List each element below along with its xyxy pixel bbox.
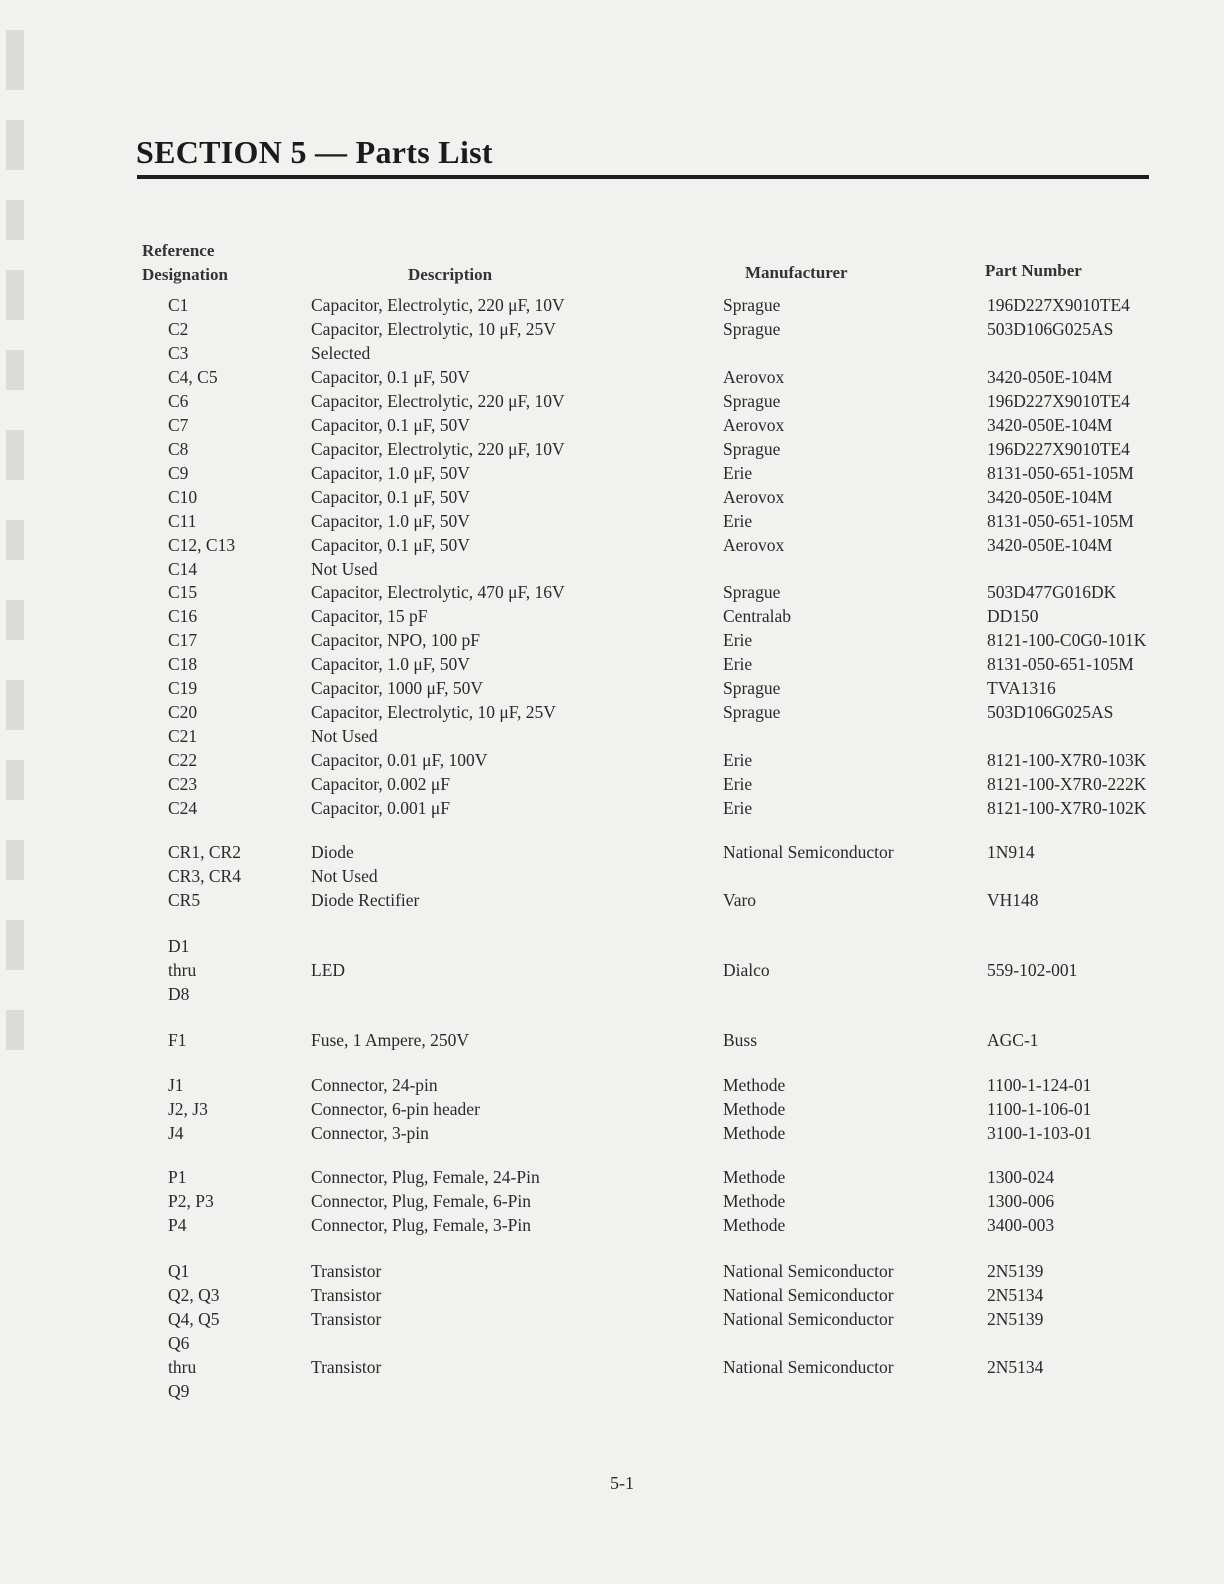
reference-designation: Q2, Q3 <box>168 1285 220 1305</box>
reference-designation: C4, C5 <box>168 367 218 387</box>
reference-designation: C16 <box>168 606 198 626</box>
manufacturer: Sprague <box>723 319 781 339</box>
manufacturer: Aerovox <box>723 367 785 387</box>
part-description: Capacitor, 1.0 μF, 50V <box>311 511 470 531</box>
table-row <box>0 1331 1200 1355</box>
part-number: AGC-1 <box>987 1030 1039 1050</box>
table-row <box>0 772 1200 796</box>
part-description: Connector, Plug, Female, 6-Pin <box>311 1191 531 1211</box>
reference-designation: Q6 <box>168 1333 190 1353</box>
reference-designation: C14 <box>168 559 198 579</box>
table-row <box>0 1165 1200 1189</box>
part-description: Capacitor, Electrolytic, 220 μF, 10V <box>311 439 565 459</box>
part-number: 1100-1-124-01 <box>987 1075 1092 1095</box>
table-row <box>0 840 1200 864</box>
part-number: 3420-050E-104M <box>987 487 1113 507</box>
reference-designation: P1 <box>168 1167 187 1187</box>
table-row <box>0 796 1200 820</box>
part-number: 559-102-001 <box>987 960 1078 980</box>
part-number: 8131-050-651-105M <box>987 654 1134 674</box>
part-number: DD150 <box>987 606 1039 626</box>
part-number: 196D227X9010TE4 <box>987 391 1130 411</box>
reference-designation: C20 <box>168 702 198 722</box>
part-number: 2N5139 <box>987 1309 1044 1329</box>
part-number: 1300-024 <box>987 1167 1055 1187</box>
table-row <box>0 557 1200 581</box>
table-row <box>0 1283 1200 1307</box>
part-number: 8131-050-651-105M <box>987 511 1134 531</box>
part-description: Capacitor, 0.1 μF, 50V <box>311 487 470 507</box>
part-number: 1N914 <box>987 842 1035 862</box>
part-number: 8121-100-X7R0-222K <box>987 774 1147 794</box>
part-number: 3100-1-103-01 <box>987 1123 1092 1143</box>
part-number: 8121-100-C0G0-101K <box>987 630 1147 650</box>
part-description: Transistor <box>311 1309 382 1329</box>
part-number: 2N5134 <box>987 1285 1044 1305</box>
part-description: Capacitor, 1000 μF, 50V <box>311 678 484 698</box>
reference-designation: C19 <box>168 678 198 698</box>
manufacturer: Methode <box>723 1191 786 1211</box>
manufacturer: Erie <box>723 463 753 483</box>
reference-designation: C8 <box>168 439 189 459</box>
manufacturer: National Semiconductor <box>723 1357 894 1377</box>
header-part-number: Part Number <box>985 261 1082 280</box>
table-row <box>0 724 1200 748</box>
reference-designation: C9 <box>168 463 189 483</box>
part-description: Transistor <box>311 1261 382 1281</box>
manufacturer: Aerovox <box>723 415 785 435</box>
part-number: 3420-050E-104M <box>987 535 1113 555</box>
header-reference-line1: Reference <box>142 241 215 260</box>
part-number: 1300-006 <box>987 1191 1055 1211</box>
reference-designation: CR5 <box>168 890 201 910</box>
manufacturer: Erie <box>723 798 753 818</box>
reference-designation: C6 <box>168 391 189 411</box>
part-description: Transistor <box>311 1285 382 1305</box>
reference-designation: CR1, CR2 <box>168 842 241 862</box>
manufacturer: Methode <box>723 1075 786 1095</box>
reference-designation: C2 <box>168 319 189 339</box>
reference-designation: C18 <box>168 654 198 674</box>
reference-designation: Q4, Q5 <box>168 1309 220 1329</box>
table-row <box>0 533 1200 557</box>
part-description: Connector, 3-pin <box>311 1123 429 1143</box>
reference-designation: C24 <box>168 798 198 818</box>
table-row <box>0 748 1200 772</box>
part-number: 503D477G016DK <box>987 582 1117 602</box>
table-row <box>0 509 1200 533</box>
part-description: Transistor <box>311 1357 382 1377</box>
part-number: 8121-100-X7R0-102K <box>987 798 1147 818</box>
part-description: Capacitor, Electrolytic, 220 μF, 10V <box>311 295 565 315</box>
reference-designation: J2, J3 <box>168 1099 208 1119</box>
part-description: Diode <box>311 842 354 862</box>
part-description: Capacitor, NPO, 100 pF <box>311 630 480 650</box>
table-row <box>0 652 1200 676</box>
table-row <box>0 888 1200 912</box>
table-row <box>0 1307 1200 1331</box>
table-row <box>0 389 1200 413</box>
reference-designation: C22 <box>168 750 198 770</box>
part-number: 3420-050E-104M <box>987 367 1113 387</box>
manufacturer: Varo <box>723 890 757 910</box>
part-description: Capacitor, 0.001 μF <box>311 798 450 818</box>
header-manufacturer: Manufacturer <box>745 263 848 282</box>
part-description: Not Used <box>311 559 378 579</box>
manufacturer: Dialco <box>723 960 770 980</box>
part-description: Selected <box>311 343 371 363</box>
part-number: 196D227X9010TE4 <box>987 295 1130 315</box>
header-reference-line2: Designation <box>142 265 228 284</box>
reference-designation: C23 <box>168 774 198 794</box>
part-description: Capacitor, 0.1 μF, 50V <box>311 535 470 555</box>
section-title: SECTION 5 — Parts List <box>136 134 493 170</box>
part-description: Capacitor, 0.01 μF, 100V <box>311 750 488 770</box>
reference-designation: D8 <box>168 984 190 1004</box>
part-description: Connector, 6-pin header <box>311 1099 480 1119</box>
reference-designation: C17 <box>168 630 198 650</box>
reference-designation: thru <box>168 960 197 980</box>
manufacturer: Erie <box>723 511 753 531</box>
part-description: Capacitor, 0.002 μF <box>311 774 450 794</box>
reference-designation: thru <box>168 1357 197 1377</box>
table-row <box>0 365 1200 389</box>
reference-designation: P2, P3 <box>168 1191 214 1211</box>
table-row <box>0 485 1200 509</box>
reference-designation: C10 <box>168 487 198 507</box>
part-description: Capacitor, 15 pF <box>311 606 428 626</box>
manufacturer: Sprague <box>723 678 781 698</box>
manufacturer: Aerovox <box>723 535 785 555</box>
manufacturer: National Semiconductor <box>723 1309 894 1329</box>
reference-designation: CR3, CR4 <box>168 866 241 886</box>
manufacturer: Buss <box>723 1030 758 1050</box>
part-description: Capacitor, Electrolytic, 10 μF, 25V <box>311 702 556 722</box>
reference-designation: D1 <box>168 936 190 956</box>
part-number: 2N5134 <box>987 1357 1044 1377</box>
table-row <box>0 317 1200 341</box>
table-row <box>0 341 1200 365</box>
header-description: Description <box>408 265 493 284</box>
manufacturer: Erie <box>723 750 753 770</box>
part-number: 3400-003 <box>987 1215 1055 1235</box>
table-row <box>0 934 1200 958</box>
table-row <box>0 958 1200 982</box>
reference-designation: C7 <box>168 415 189 435</box>
reference-designation: C12, C13 <box>168 535 236 555</box>
manufacturer: National Semiconductor <box>723 1261 894 1281</box>
part-description: Capacitor, 0.1 μF, 50V <box>311 367 470 387</box>
part-description: Connector, Plug, Female, 3-Pin <box>311 1215 531 1235</box>
table-row <box>0 413 1200 437</box>
table-row <box>0 1189 1200 1213</box>
part-description: Capacitor, Electrolytic, 10 μF, 25V <box>311 319 556 339</box>
reference-designation: J4 <box>168 1123 184 1143</box>
part-description: Capacitor, Electrolytic, 220 μF, 10V <box>311 391 565 411</box>
table-row <box>0 437 1200 461</box>
manufacturer: Sprague <box>723 391 781 411</box>
part-number: 8121-100-X7R0-103K <box>987 750 1147 770</box>
table-row <box>0 461 1200 485</box>
table-row <box>0 1213 1200 1237</box>
table-row <box>0 700 1200 724</box>
manufacturer: Erie <box>723 630 753 650</box>
part-description: Fuse, 1 Ampere, 250V <box>311 1030 469 1050</box>
table-row <box>0 1259 1200 1283</box>
part-description: Not Used <box>311 726 378 746</box>
table-row <box>0 864 1200 888</box>
manufacturer: Methode <box>723 1167 786 1187</box>
part-description: Connector, Plug, Female, 24-Pin <box>311 1167 540 1187</box>
part-number: 503D106G025AS <box>987 702 1114 722</box>
table-row <box>0 1379 1200 1403</box>
manufacturer: Sprague <box>723 439 781 459</box>
manufacturer: National Semiconductor <box>723 842 894 862</box>
reference-designation: P4 <box>168 1215 187 1235</box>
reference-designation: C3 <box>168 343 189 363</box>
manufacturer: National Semiconductor <box>723 1285 894 1305</box>
manufacturer: Sprague <box>723 702 781 722</box>
part-description: Diode Rectifier <box>311 890 420 910</box>
table-row <box>0 1121 1200 1145</box>
table-row <box>0 676 1200 700</box>
manufacturer: Methode <box>723 1099 786 1119</box>
part-number: VH148 <box>987 890 1039 910</box>
reference-designation: Q9 <box>168 1381 190 1401</box>
reference-designation: Q1 <box>168 1261 190 1281</box>
title-rule <box>137 175 1149 179</box>
part-description: Capacitor, 1.0 μF, 50V <box>311 463 470 483</box>
part-number: 2N5139 <box>987 1261 1044 1281</box>
reference-designation: F1 <box>168 1030 187 1050</box>
table-row <box>0 1073 1200 1097</box>
manufacturer: Methode <box>723 1123 786 1143</box>
part-description: LED <box>311 960 346 980</box>
reference-designation: J1 <box>168 1075 184 1095</box>
reference-designation: C11 <box>168 511 197 531</box>
reference-designation: C1 <box>168 295 189 315</box>
table-row <box>0 1028 1200 1052</box>
table-row <box>0 1097 1200 1121</box>
part-number: TVA1316 <box>987 678 1056 698</box>
part-number: 196D227X9010TE4 <box>987 439 1130 459</box>
part-number: 8131-050-651-105M <box>987 463 1134 483</box>
part-description: Capacitor, 1.0 μF, 50V <box>311 654 470 674</box>
part-number: 503D106G025AS <box>987 319 1114 339</box>
reference-designation: C21 <box>168 726 198 746</box>
manufacturer: Sprague <box>723 582 781 602</box>
manufacturer: Erie <box>723 774 753 794</box>
table-row <box>0 293 1200 317</box>
part-number: 1100-1-106-01 <box>987 1099 1092 1119</box>
table-row <box>0 1355 1200 1379</box>
table-row <box>0 604 1200 628</box>
part-number: 3420-050E-104M <box>987 415 1113 435</box>
page-number: 5-1 <box>610 1473 634 1493</box>
part-description: Not Used <box>311 866 378 886</box>
manufacturer: Methode <box>723 1215 786 1235</box>
manufacturer: Sprague <box>723 295 781 315</box>
reference-designation: C15 <box>168 582 198 602</box>
part-description: Capacitor, Electrolytic, 470 μF, 16V <box>311 582 565 602</box>
header-reference-designation <box>142 239 228 287</box>
table-row <box>0 628 1200 652</box>
table-row <box>0 982 1200 1006</box>
table-row <box>0 580 1200 604</box>
part-description: Connector, 24-pin <box>311 1075 438 1095</box>
manufacturer: Centralab <box>723 606 792 626</box>
manufacturer: Aerovox <box>723 487 785 507</box>
part-description: Capacitor, 0.1 μF, 50V <box>311 415 470 435</box>
manufacturer: Erie <box>723 654 753 674</box>
